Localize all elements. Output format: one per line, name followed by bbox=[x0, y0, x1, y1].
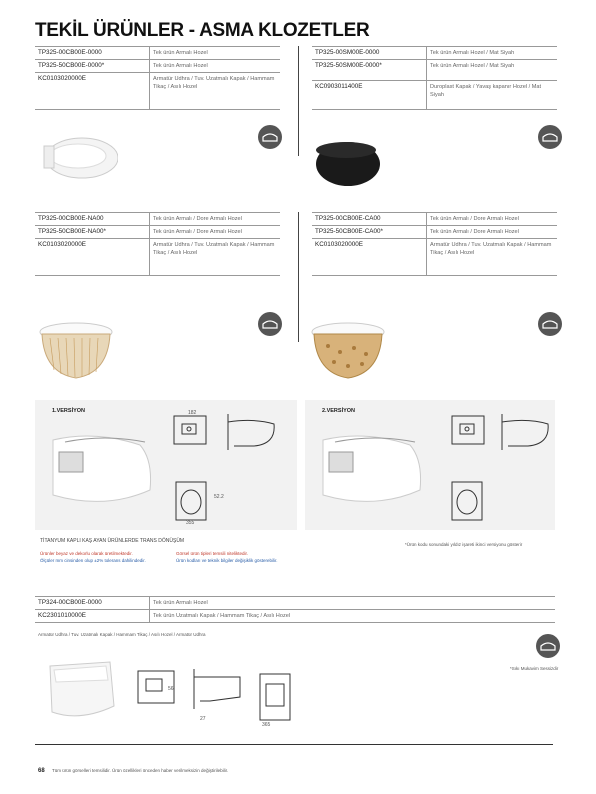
dimension-label: 365 bbox=[262, 722, 271, 728]
note-line-3: Görsel ürün tipleri temsili niteliktedir. bbox=[176, 551, 249, 556]
table-row bbox=[35, 610, 555, 623]
page-title: TEKİL ÜRÜNLER - ASMA KLOZETLER bbox=[35, 20, 370, 41]
silent-note: *Sıkı Mukavim Sessizdir bbox=[510, 666, 559, 671]
product-table-1 bbox=[35, 46, 280, 110]
product-desc: Tek ürün Armalı / Dore Armalı Hozel bbox=[427, 213, 558, 226]
product-table-4 bbox=[312, 212, 557, 276]
version-2-toilet-drawing bbox=[315, 420, 425, 510]
table-row bbox=[312, 81, 557, 110]
page-number: 68 bbox=[38, 768, 45, 774]
dimension-label: 52.2 bbox=[214, 494, 224, 500]
gold-stripe-toilet-image bbox=[36, 318, 116, 384]
product-code: KC0903011400E bbox=[312, 81, 427, 110]
product-desc: Armatür Udhra / Tuv. Uzatmalı Kapak / Hammam Tikaç / Asılı Hozel bbox=[150, 73, 281, 110]
technical-drawing-side bbox=[498, 410, 554, 456]
product-code: TP325-50CB00E-CA00* bbox=[312, 226, 427, 239]
table-row bbox=[35, 239, 280, 276]
column-divider bbox=[298, 46, 299, 156]
technical-drawing-top bbox=[254, 670, 300, 730]
product-code: KC0103020000E bbox=[35, 73, 150, 110]
technical-drawing-front bbox=[168, 410, 216, 454]
note-line-5: Ürün kodları ve teknik bilgiler değişiklik gösterebilir. bbox=[176, 558, 278, 563]
note-line-2: Ürünler beyaz ve dekorlu olarak üretilmektedir. bbox=[40, 551, 133, 556]
product-code: TP325-50CB00E-NA00* bbox=[35, 226, 150, 239]
product-desc: Tek ürün Uzatmalı Kapak / Hammam Tikaç / Asılı Hozel bbox=[150, 610, 556, 623]
technical-drawing-side bbox=[224, 410, 282, 456]
technical-drawing-front bbox=[132, 665, 184, 711]
note-line-1: TİTANYUM KAPLI KAŞ AYAN ÜRÜNLERDE TRANS DÖNÜŞÜM bbox=[40, 538, 185, 544]
product-code: TP325-00SM00E-0000 bbox=[312, 47, 427, 60]
dimension-label: 355 bbox=[186, 520, 195, 526]
table-row bbox=[312, 213, 557, 226]
product-code: TP325-50SM00E-0000* bbox=[312, 60, 427, 81]
product-code: TP324-00CB00E-0000 bbox=[35, 597, 150, 610]
dimension-label: 182 bbox=[188, 410, 197, 416]
rimless-icon bbox=[536, 634, 560, 658]
table-row bbox=[35, 226, 280, 239]
footer-divider bbox=[35, 744, 553, 745]
table-row bbox=[35, 213, 280, 226]
technical-drawing-top bbox=[170, 478, 214, 526]
table-row bbox=[312, 239, 557, 276]
product-desc: Tek ürün Armalı Hozel bbox=[150, 47, 281, 60]
version-1-toilet-drawing bbox=[45, 420, 155, 510]
product-desc: Armatür Udhra / Tuv. Uzatmalı Kapak / Hammam Tikaç / Asılı Hozel bbox=[150, 239, 281, 276]
column-divider bbox=[298, 212, 299, 342]
product-code: KC0103020000E bbox=[35, 239, 150, 276]
product-desc: Tek ürün Armalı Hozel / Mat Siyah bbox=[427, 60, 558, 81]
version-2-label: 2.VERSİYON bbox=[322, 408, 356, 414]
table-row bbox=[35, 597, 555, 610]
product-table-3 bbox=[35, 212, 280, 276]
table-row bbox=[35, 60, 280, 73]
rimless-icon bbox=[258, 312, 282, 336]
product-code: TP325-50CB00E-0000* bbox=[35, 60, 150, 73]
product-table-bottom bbox=[35, 596, 555, 623]
product-desc: Tek ürün Armalı Hozel bbox=[150, 597, 556, 610]
bottom-note: Armatür Udhra / Tuv. Uzatmalı Kapak / Hammam Tikaç / Asılı Hozel / Armatür Udhra bbox=[38, 632, 206, 637]
version-1-label: 1.VERSİYON bbox=[52, 408, 86, 414]
product-code: TP325-00CB00E-0000 bbox=[35, 47, 150, 60]
product-table-2 bbox=[312, 46, 557, 110]
footer-text: Tüm ürün görselleri temsilidir. Ürün özellikleri önceden haber verilmeksizin değiştirilebilir. bbox=[52, 768, 229, 773]
product-code: KC0103020000E bbox=[312, 239, 427, 276]
rimless-icon bbox=[538, 125, 562, 149]
technical-drawing-top bbox=[446, 478, 490, 526]
product-desc: Tek ürün Armalı / Dore Armalı Hozel bbox=[150, 213, 281, 226]
right-note: *Ürün kodu sonundaki yıldız işareti ikinci versiyonu gösterir bbox=[405, 542, 523, 547]
dimension-label: 56 bbox=[168, 686, 174, 692]
table-row bbox=[312, 47, 557, 60]
table-row bbox=[35, 73, 280, 110]
product-desc: Duroplast Kapak / Yavaş kapanır Hozel / Mat Siyah bbox=[427, 81, 558, 110]
technical-drawing-front bbox=[446, 410, 494, 454]
product-desc: Tek ürün Armalı Hozel bbox=[150, 60, 281, 73]
rimless-icon bbox=[538, 312, 562, 336]
rimless-icon bbox=[258, 125, 282, 149]
product-desc: Tek ürün Armalı / Dore Armalı Hozel bbox=[427, 226, 558, 239]
gold-floral-toilet-image bbox=[308, 318, 388, 384]
dimension-label: 27 bbox=[200, 716, 206, 722]
table-row bbox=[312, 60, 557, 81]
product-code: KC2301010000E bbox=[35, 610, 150, 623]
table-row bbox=[312, 226, 557, 239]
square-toilet-image bbox=[40, 656, 120, 726]
product-code: TP325-00CB00E-NA00 bbox=[35, 213, 150, 226]
product-desc: Tek ürün Armalı / Dore Armalı Hozel bbox=[150, 226, 281, 239]
white-toilet-image bbox=[38, 128, 118, 188]
note-line-4: Ölçüler mm cinsinden olup ±2% tolerans dahilindedir. bbox=[40, 558, 146, 563]
product-desc: Tek ürün Armalı Hozel / Mat Siyah bbox=[427, 47, 558, 60]
black-toilet-image bbox=[310, 134, 382, 194]
product-desc: Armatür Udhra / Tuv. Uzatmalı Kapak / Hammam Tikaç / Asılı Hozel bbox=[427, 239, 558, 276]
table-row bbox=[35, 47, 280, 60]
technical-drawing-side bbox=[190, 665, 248, 715]
product-code: TP325-00CB00E-CA00 bbox=[312, 213, 427, 226]
